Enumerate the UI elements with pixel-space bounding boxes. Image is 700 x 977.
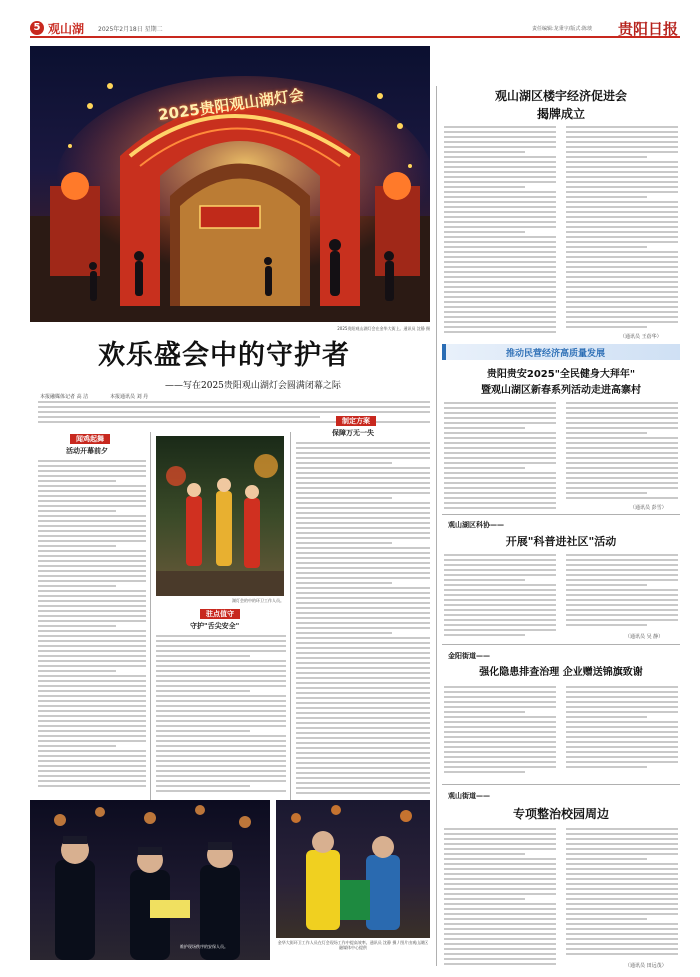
- article1-credit: （通讯员 王蓓华）: [620, 334, 662, 340]
- topic-banner-text: 推动民营经济高质量发展: [506, 349, 606, 359]
- article1-title-line1: 观山湖区楼宇经济促进会: [494, 89, 627, 103]
- article1-title-line2: 揭牌成立: [536, 107, 585, 121]
- sanitation-worker-photo: [276, 800, 430, 938]
- mid-photo-caption: 湖灯会的中的环卫工作人员。: [232, 598, 284, 603]
- main-photo-caption: 2025贵阳观山湖灯会在金华大街上。通讯员 沈静 摄: [337, 326, 430, 331]
- column-divider: [436, 86, 437, 966]
- right-column-body: [296, 442, 430, 797]
- byline-correspondent: 本报通讯员 刘 丹: [110, 394, 149, 400]
- article4-body-left: [444, 686, 556, 776]
- page-number-badge: 5: [30, 21, 44, 35]
- section-name: 观山湖: [48, 22, 85, 36]
- sanitation-photo-caption: 金华大街环卫工作人员在灯会现场工作中提高效率。通讯员 沈静 摄 / 图片由观山湖区融媒体中心提供: [277, 940, 429, 950]
- article3-section: 观山湖区科协——: [448, 521, 504, 529]
- byline-reporter: 本报融媒体记者 高 洁: [40, 394, 89, 400]
- mid-column-body: [156, 635, 286, 795]
- column-divider: [150, 432, 151, 852]
- article2-body-left: [444, 402, 556, 512]
- article3-body-left: [444, 554, 556, 639]
- article2-title-line1: 贵阳贵安2025"全民健身大拜年": [486, 369, 636, 380]
- left-subhead: 活动开幕前夕: [66, 447, 108, 455]
- left-column-body: [38, 460, 146, 790]
- lantern-festival-photo: [30, 46, 430, 322]
- mid-subhead: 守护"舌尖安全": [190, 622, 240, 630]
- article5-title: 专项整治校园周边: [512, 807, 609, 821]
- article5-body-left: [444, 828, 556, 968]
- article2-body-right: [566, 402, 678, 502]
- editor-credits: 责任编辑:龙秉宇/版式:陈琰: [532, 26, 593, 32]
- article5-credit: （通讯员 田远茂）: [625, 963, 667, 969]
- security-photo-caption: 维护现场秩序的安保人员。: [180, 944, 228, 949]
- section-label-mid: 驻点值守: [200, 609, 240, 619]
- article2-title-line2: 暨观山湖区新春系列活动走进高寨村: [481, 385, 641, 396]
- column-divider: [290, 432, 291, 852]
- article2-credit: （通讯员 彭雪）: [630, 505, 667, 511]
- article3-credit: （通讯员 吴 静）: [625, 634, 664, 640]
- right-subhead: 保障万无一失: [332, 429, 374, 437]
- masthead-logo: 贵阳日报: [618, 20, 679, 38]
- issue-date: 2025年2月18日 星期二: [98, 26, 163, 33]
- article3-body-right: [566, 554, 678, 632]
- article4-body-right: [566, 686, 678, 776]
- article5-section: 观山街道——: [448, 792, 490, 800]
- page-header: [30, 18, 680, 38]
- article5-body-right: [566, 828, 678, 958]
- topic-banner: [442, 344, 680, 360]
- photo-headline-banner: 2025贵阳观山湖灯会: [157, 85, 305, 125]
- article3-title: 开展"科普进社区"活动: [505, 535, 617, 548]
- article-divider: [442, 784, 680, 785]
- article4-section: 金阳街道——: [448, 652, 490, 660]
- main-article-subtitle: ——写在2025贵阳观山湖灯会圆满闭幕之际: [165, 381, 341, 391]
- article-divider: [442, 514, 680, 515]
- section-label-left: 闻鸡起舞: [70, 434, 110, 444]
- main-article-title: 欢乐盛会中的守护者: [98, 340, 350, 371]
- article-divider: [442, 644, 680, 645]
- security-staff-photo: [30, 800, 270, 960]
- section-label-right: 制定方案: [336, 416, 376, 426]
- article1-body-left: [444, 126, 556, 336]
- article1-body-right: [566, 126, 678, 331]
- cleaning-crew-photo: [156, 436, 284, 596]
- article4-title: 强化隐患排查治理 企业赠送锦旗致谢: [479, 667, 643, 678]
